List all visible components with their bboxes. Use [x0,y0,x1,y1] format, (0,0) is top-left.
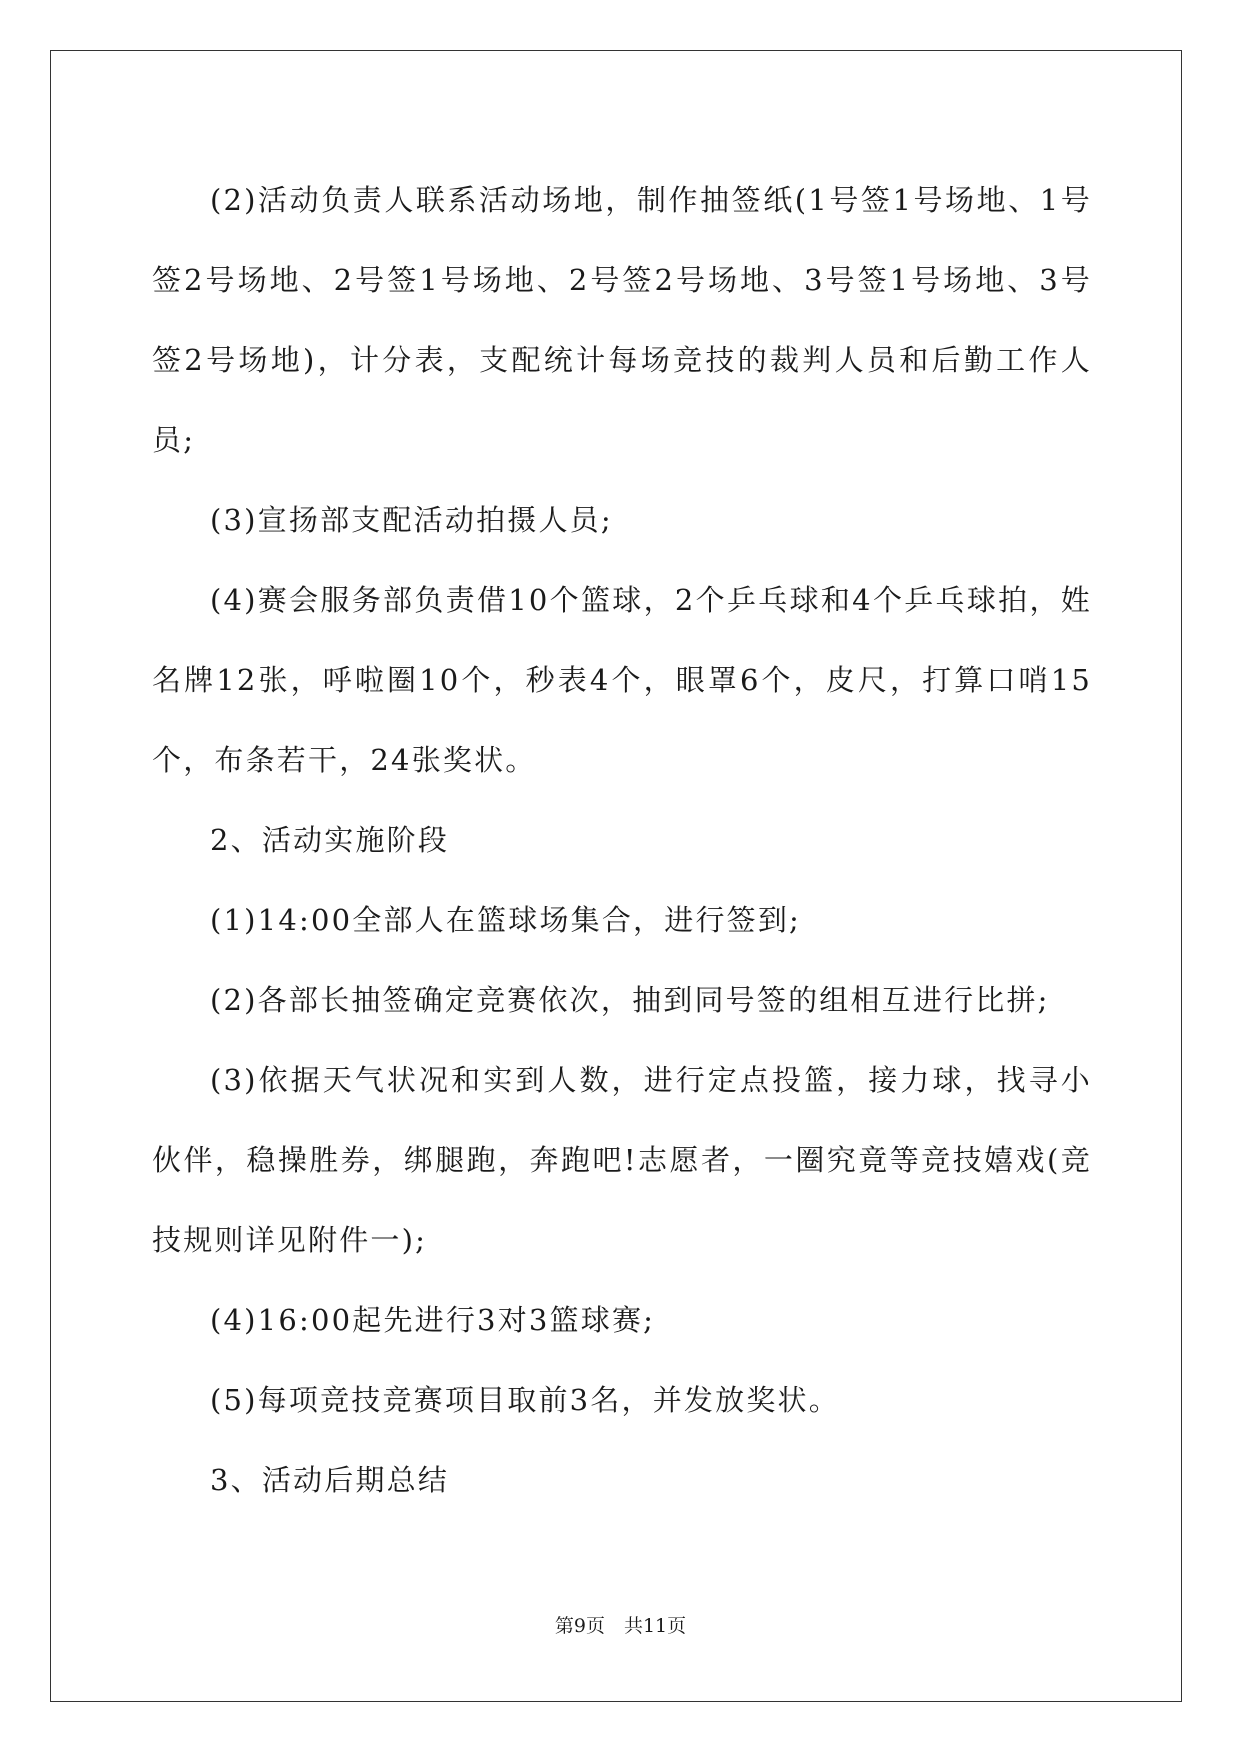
section-heading-summary: 3、活动后期总结 [210,1463,450,1497]
paragraph-preparation-venue: (2)活动负责人联系活动场地，制作抽签纸(1号签1号场地、1号签2号场地、2号签1号场地、2号签2号场地、3号签1号场地、3号签2号场地)，计分表，支配统计每场竞技的裁判人员和后勤工作人员; [152,183,1092,457]
paragraph-basketball: (4)16:00起先进行3对3篮球赛; [210,1303,656,1337]
paragraph-games: (3)依据天气状况和实到人数，进行定点投篮，接力球，找寻小伙伴，稳操胜券，绑腿跑，奔跑吧!志愿者，一圈究竟等竞技嬉戏(竞技规则详见附件一); [152,1063,1092,1257]
page-number-footer: 第9页 共11页 [554,1615,687,1637]
paragraph-draw-lots: (2)各部长抽签确定竞赛依次，抽到同号签的组相互进行比拼; [210,983,1050,1017]
paragraph-equipment-list: (4)赛会服务部负责借10个篮球，2个乒乓球和4个乒乓球拍，姓名牌12张，呼啦圈10个，秒表4个，眼罩6个，皮尺，打算口哨15个，布条若干，24张奖状。 [152,583,1092,777]
paragraph-sign-in: (1)14:00全部人在篮球场集合，进行签到; [210,903,802,937]
document-body [152,160,1092,1520]
section-heading-implementation: 2、活动实施阶段 [210,823,450,857]
paragraph-awards: (5)每项竞技竞赛项目取前3名，并发放奖状。 [210,1383,840,1417]
paragraph-publicity-photography: (3)宣扬部支配活动拍摄人员; [210,503,613,537]
